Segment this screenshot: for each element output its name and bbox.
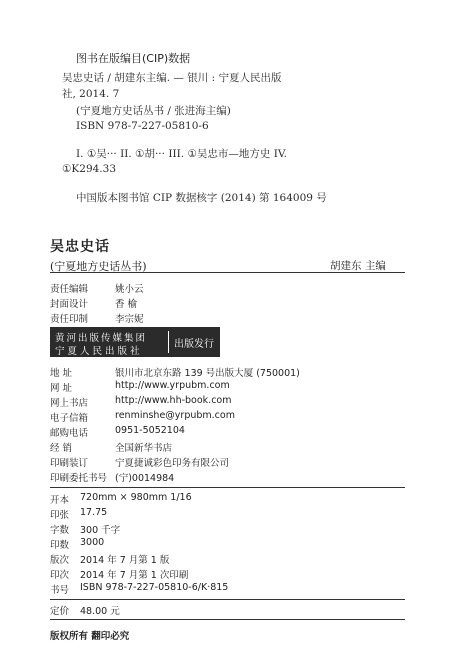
spec-label: 开本 [50, 495, 70, 506]
spec-label: 印次 [50, 570, 70, 581]
credit-label: 责任印制 [50, 314, 89, 325]
pub-label: 邮购电话 [50, 428, 89, 439]
spec-label: 书号 [50, 585, 70, 596]
cip-line: 吴忠史话 / 胡建东主编. — 银川 : 宁夏人民出版 [62, 72, 282, 84]
publisher-group-name: 黄河出版传媒集团 [55, 333, 148, 344]
logo-separator [168, 331, 169, 353]
publisher-email: renminshe@yrpubm.com [115, 410, 235, 421]
spec-label: 印数 [50, 540, 70, 551]
publisher-name: 宁夏人民出版社 [55, 346, 143, 357]
pub-label: 印刷委托书号 [50, 473, 108, 484]
pub-label: 经 销 [50, 443, 73, 454]
pub-label: 网 址 [50, 383, 73, 394]
divider [50, 599, 405, 600]
book-series: (宁夏地方史话丛书) [50, 260, 147, 273]
price-label: 定价 [50, 606, 70, 617]
online-bookstore: http://www.hh-book.com [115, 395, 232, 406]
pub-label: 印刷装订 [50, 458, 89, 469]
credit-value: 李宗妮 [115, 314, 144, 325]
publisher-address: 银川市北京东路 139 号出版大厦 (750001) [115, 368, 300, 379]
divider [50, 272, 405, 273]
printer: 宁夏捷诚彩色印务有限公司 [115, 458, 230, 469]
sheets-value: 17.75 [80, 507, 108, 518]
credit-value: 香 榆 [115, 299, 138, 310]
pub-label: 网上书店 [50, 398, 89, 409]
cip-classification-code: ①K294.33 [62, 163, 116, 175]
print-run-value: 3000 [80, 537, 105, 548]
credit-label: 责任编辑 [50, 284, 89, 295]
cip-record-number: 中国版本图书馆 CIP 数据核字 (2014) 第 164009 号 [76, 192, 327, 204]
divider [50, 487, 405, 488]
cip-isbn: ISBN 978-7-227-05810-6 [76, 120, 209, 132]
pub-label: 电子信箱 [50, 413, 89, 424]
price-value: 48.00 元 [80, 606, 120, 617]
pub-label: 地 址 [50, 368, 73, 379]
publisher-role: 出版发行 [174, 339, 214, 350]
cip-line: (宁夏地方史话丛书 / 张进海主编) [76, 105, 231, 117]
cip-heading: 图书在版编目(CIP)数据 [76, 52, 191, 65]
format-value: 720mm × 980mm 1/16 [80, 492, 192, 503]
book-editor: 胡建东 主编 [330, 260, 386, 272]
spec-label: 版次 [50, 555, 70, 566]
copyright-notice: 版权所有 翻印必究 [50, 631, 130, 642]
credit-value: 姚小云 [115, 284, 144, 295]
cip-line: 社, 2014. 7 [62, 88, 120, 100]
publisher-website: http://www.yrpubm.com [115, 380, 230, 391]
mail-order-phone: 0951-5052104 [115, 425, 185, 436]
cip-classification: I. ①吴··· II. ①胡··· III. ①吴忠市—地方史 IV. [76, 148, 287, 160]
printing-value: 2014 年 7 月第 1 次印刷 [80, 570, 189, 581]
print-order-number: (宁)0014984 [115, 473, 175, 484]
edition-value: 2014 年 7 月第 1 版 [80, 555, 170, 566]
publisher-logo [50, 327, 220, 357]
book-title: 吴忠史话 [50, 239, 110, 255]
spec-label: 印张 [50, 510, 70, 521]
isbn-value: ISBN 978-7-227-05810-6/K·815 [80, 582, 229, 593]
divider [50, 619, 405, 620]
spec-label: 字数 [50, 525, 70, 536]
credit-label: 封面设计 [50, 299, 89, 310]
distributor: 全国新华书店 [115, 443, 173, 454]
word-count-value: 300 千字 [80, 525, 121, 536]
